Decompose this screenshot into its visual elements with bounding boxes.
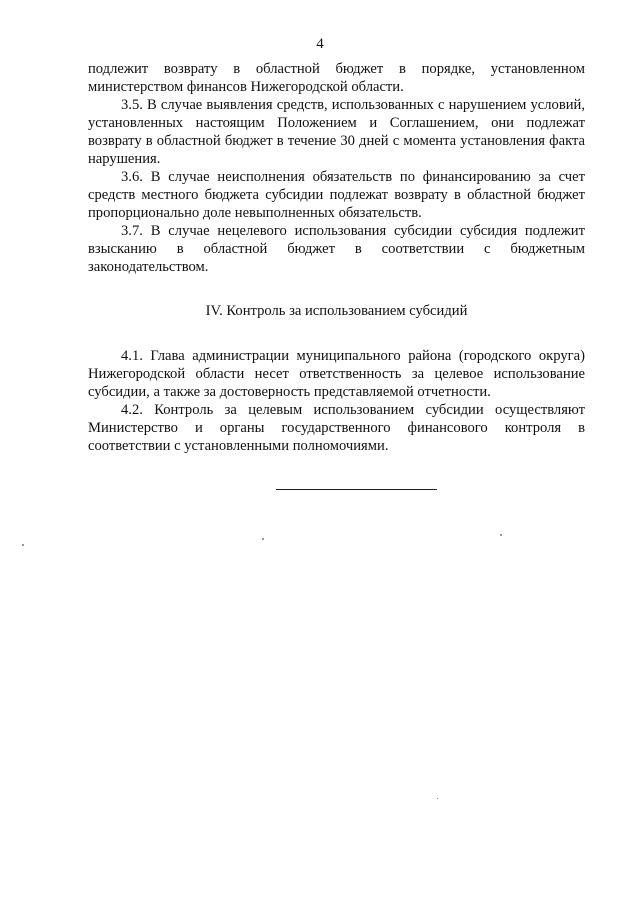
scan-speck (22, 544, 24, 546)
scan-speck (500, 534, 502, 536)
scan-speck (262, 538, 264, 540)
section-heading: IV. Контроль за использованием субсидий (205, 303, 468, 319)
document-body (88, 60, 585, 455)
paragraph-3-6: 3.6. В случае неисполнения обязательств по финансированию за счет средств местного бюджета субсидии подлежат возврату в областной бюджет пропорционально доле невыполненных обязательств. (88, 169, 585, 221)
paragraph-4-1: 4.1. Глава администрации муниципального района (городского округа) Нижегородской области несет ответственность за целевое использование субсидии, а также за достоверность представляемой отчетности. (88, 348, 585, 400)
paragraph-4-2: 4.2. Контроль за целевым использованием субсидии осуществляют Министерство и органы государственного финансового контроля в соответствии с установленными полномочиями. (88, 402, 585, 454)
paragraph-continuation: подлежит возврату в областной бюджет в порядке, установленном министерством финансов Нижегородской области. (88, 61, 585, 95)
paragraph-3-5: 3.5. В случае выявления средств, использованных с нарушением условий, установленных настоящим Положением и Соглашением, они подлежат возврату в областной бюджет в течение 30 дней с момента установления факта нарушения. (88, 97, 585, 167)
scan-speck (437, 798, 438, 799)
paragraph-3-7: 3.7. В случае нецелевого использования субсидии субсидия подлежит взысканию в областной бюджет в соответствии с бюджетным законодательством. (88, 223, 585, 275)
page-number: 4 (316, 36, 324, 52)
end-divider-line (276, 489, 437, 490)
